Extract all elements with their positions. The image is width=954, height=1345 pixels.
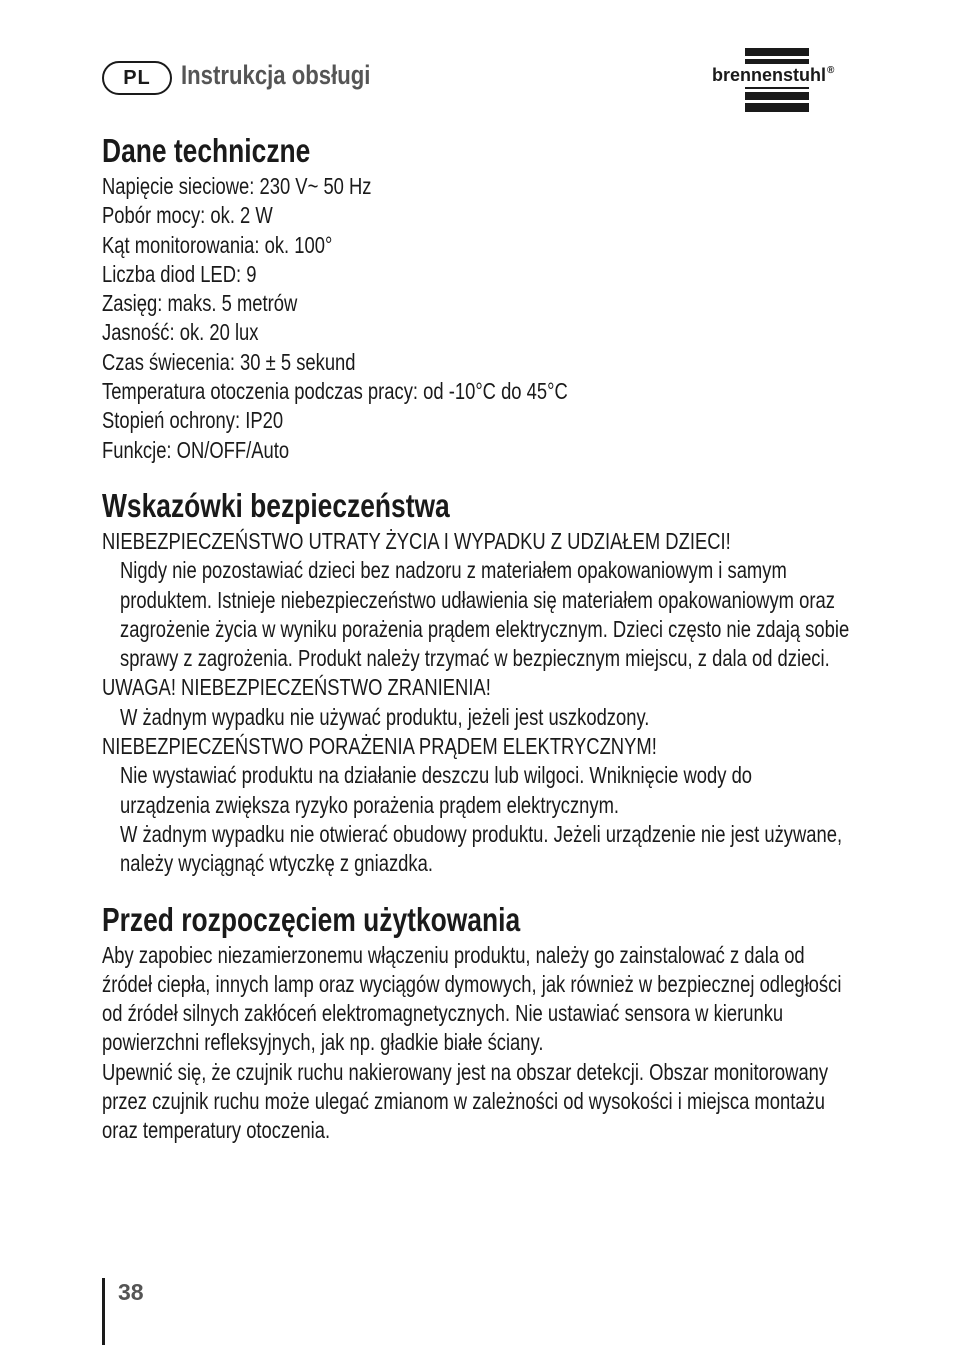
section-title-safety: Wskazówki bezpieczeństwa — [102, 486, 450, 524]
warning-text-line: W żadnym wypadku nie otwierać obudowy produktu. Jeżeli urządzenie nie jest używane, — [120, 820, 843, 847]
spec-line: Zasięg: maks. 5 metrów — [102, 290, 298, 317]
paragraph-line: oraz temperatury otoczenia. — [102, 1117, 331, 1144]
spec-line: Czas świecenia: 30 ± 5 sekund — [102, 348, 356, 375]
warning-text-line: zagrożenie życia w wyniku porażenia prądem elektrycznym. Dzieci często nie zdają sobie — [120, 615, 850, 642]
spec-line: Kąt monitorowania: ok. 100° — [102, 231, 333, 258]
manual-content — [102, 130, 902, 1146]
brand-name: brennenstuhl — [712, 65, 827, 85]
warning-heading: NIEBEZPIECZEŃSTWO PORAŻENIA PRĄDEM ELEKTRYCZNYM! — [102, 733, 657, 760]
paragraph-line: powierzchni refleksyjnych, jak np. gładkie białe ściany. — [102, 1029, 544, 1056]
manual-title: Instrukcja obsługi — [181, 60, 371, 90]
paragraph-line: źródeł ciepła, innych lamp oraz wyciągów dymowych, jak również w bezpiecznej odległości — [102, 970, 842, 997]
warning-text-line: produktem. Istnieje niebezpieczeństwo udławienia się materiałem opakowaniowym oraz — [120, 586, 835, 613]
language-code: PL — [123, 66, 151, 89]
language-badge — [102, 61, 172, 95]
warning-heading: UWAGA! NIEBEZPIECZEŃSTWO ZRANIENIA! — [102, 674, 491, 701]
spec-line: Jasność: ok. 20 lux — [102, 319, 259, 346]
warning-text-line: sprawy z zagrożenia. Produkt należy trzymać w bezpiecznym miejscu, z dala od dzieci. — [120, 645, 830, 672]
spec-line: Pobór mocy: ok. 2 W — [102, 202, 273, 229]
registered-mark: ® — [827, 65, 835, 76]
warning-text-line: Nie wystawiać produktu na działanie deszczu lub wilgoci. Wniknięcie wody do — [120, 762, 753, 789]
paragraph-line: przez czujnik ruchu może ulegać zmianom w zależności od wysokości i miejsca montażu — [102, 1088, 825, 1115]
section-title-specs: Dane techniczne — [102, 132, 311, 169]
specs-list — [102, 172, 902, 465]
warning-text-line: W żadnym wypadku nie używać produktu, jeżeli jest uszkodzony. — [120, 703, 650, 730]
warning-text-line: Nigdy nie pozostawiać dzieci bez nadzoru z materiałem opakowaniowym i samym — [120, 557, 787, 584]
warning-text-line: należy wyciągnąć wtyczkę z gniazdka. — [120, 850, 433, 877]
paragraph-line: Aby zapobiec niezamierzonemu włączeniu produktu, należy go zainstalować z dala od — [102, 941, 805, 968]
paragraph-line: od źródeł silnych zakłóceń elektromagnetycznych. Nie ustawiać sensora w kierunku — [102, 1000, 784, 1027]
warning-heading: NIEBEZPIECZEŃSTWO UTRATY ŻYCIA I WYPADKU Z UDZIAŁEM DZIECI! — [102, 527, 731, 554]
page-margin-rule — [102, 1278, 105, 1345]
brand-logo — [711, 48, 856, 112]
warning-text-line: urządzenia zwiększa ryzyko porażenia prądem elektrycznym. — [120, 791, 620, 818]
spec-line: Stopień ochrony: IP20 — [102, 407, 284, 434]
safety-warnings — [102, 527, 902, 879]
spec-line: Funkcje: ON/OFF/Auto — [102, 436, 290, 463]
spec-line: Liczba diod LED: 9 — [102, 260, 257, 287]
page-number: 38 — [118, 1279, 144, 1305]
brand-wordmark — [711, 64, 837, 87]
paragraph-line: Upewnić się, że czujnik ruchu nakierowany jest na obszar detekcji. Obszar monitorowany — [102, 1058, 829, 1085]
spec-line: Napięcie sieciowe: 230 V~ 50 Hz — [102, 173, 372, 199]
before-use-text — [102, 941, 902, 1146]
spec-line: Temperatura otoczenia podczas pracy: od -10°C do 45°C — [102, 378, 568, 405]
section-title-before-use: Przed rozpoczęciem użytkowania — [102, 900, 521, 938]
